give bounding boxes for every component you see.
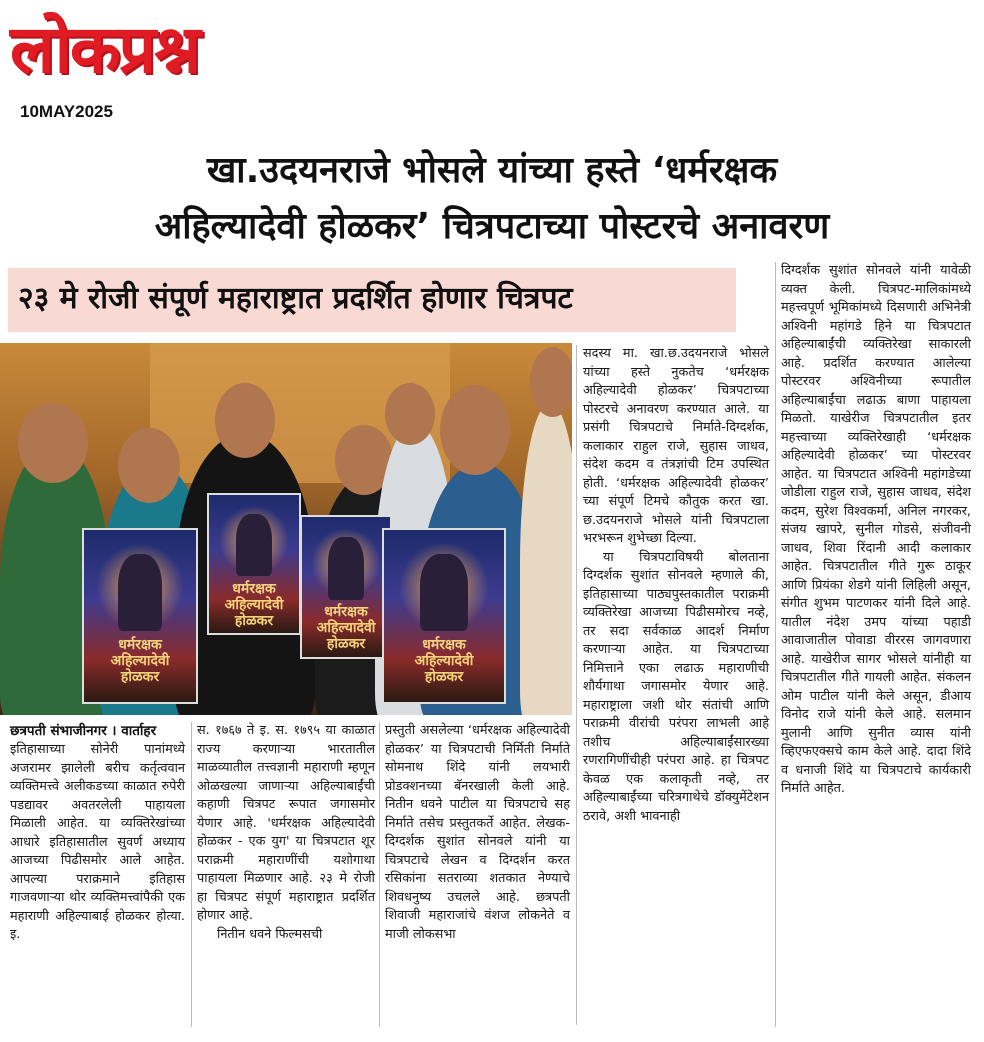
article-paragraph: या चित्रपटाविषयी बोलताना दिग्दर्शक सुशांत सोनवले म्हणाले की, इतिहासाच्या पाठ्यपुस्तकातील पराक्रमी व्यक्तिरेखा आजच्या पिढीसमोरच नव्हे, तर सदा सर्वकाळ आदर्श निर्माण करणाऱ्या आहेत. या चित्रपटाच्या निमित्ताने एका लढाऊ महाराणीची शौर्यगाथा जगासमोर येणार आहे. महाराष्ट्राला जशी थोर संतांची आणि पराक्रमी वीरांची परंपरा लाभली आहे तशीच अहिल्याबाईंसारख्या रणरागिणींचीही परंपरा आहे. हा चित्रपट केवळ एक कलाकृती नव्हे, तर अहिल्याबाईंच्या चरित्रगाथेचे डॉक्युमेंटेशन ठरावे, अशी भावनाही — [583, 549, 769, 824]
article-paragraph: इतिहासाच्या सोनेरी पानांमध्ये अजरामर झालेली बरीच कर्तृत्ववान व्यक्तिमत्त्वे अलीकडच्या काळात रुपेरी पडद्यावर अवतरलेली पाहायला मिळाली आहेत. या व्यक्तिरेखांच्या आधारे इतिहासातील सुवर्ण अध्याय आजच्या पिढीसमोर आले आहेत. आपल्या पराक्रमाने इतिहास गाजवणाऱ्या थोर व्यक्तिमत्त्वांपैकी एक महाराणी अहिल्याबाई होळकर होत्या. इ. — [10, 742, 185, 942]
column-rule — [191, 722, 192, 1027]
issue-date: 10MAY2025 — [20, 102, 113, 121]
headline-line-2: अहिल्यादेवी होळकर’ चित्रपटाच्या पोस्टरचे अनावरण — [154, 206, 830, 247]
masthead-logo — [10, 4, 288, 100]
article-column-5 — [781, 262, 971, 799]
article-column-2 — [197, 722, 375, 944]
poster-figure — [236, 514, 272, 576]
movie-poster-1 — [82, 528, 198, 704]
person-7-head — [530, 347, 572, 417]
poster-title: धर्मरक्षक अहिल्यादेवी होळकर — [316, 603, 376, 652]
article-paragraph: प्रस्तुती असलेल्या ‘धर्मरक्षक अहिल्यादेवी होळकर’ या चित्रपटाची निर्मिती निर्माते सोमनाथ शिंदे यांनी लयभारी प्रोडक्शनच्या बॅनरखाली केली आहे. नितीन धवने पाटील या चित्रपटाचे सह निर्माते तसेच प्रस्तुतकर्ते आहेत. लेखक-दिग्दर्शक सुशांत सोनवले यांनी या चित्रपटाचे लेखन व दिग्दर्शन करत रसिकांना सतराव्या शतकात नेण्याचे शिवधनुष्य उचलले आहे. छत्रपती शिवाजी महाराजांचे वंशज लोकनेते व माजी लोकसभा — [385, 723, 570, 942]
movie-poster-4 — [382, 528, 506, 704]
article-paragraph: दिग्दर्शक सुशांत सोनवले यांनी यावेळी व्यक्त केली. चित्रपट-मालिकांमध्ये महत्त्वपूर्ण भूमिकांमध्ये दिसणारी अभिनेत्री अश्विनी महांगडे हिने या चित्रपटात अहिल्याबाईंची व्यक्तिरेखा साकारली आहे. प्रदर्शित करण्यात आलेल्या पोस्टरवर अश्विनीच्या रूपातील अहिल्याबाईंचा लढाऊ बाणा पाहायला मिळतो. याखेरीज चित्रपटातील इतर महत्त्वाच्या व्यक्तिरेखाही ‘धर्मरक्षक अहिल्यादेवी होळकर’ च्या पोस्टरवर आहेत. या चित्रपटात अश्विनी महांगडेच्या जोडीला राहुल राजे, सुहास जाधव, संदेश कदम, सुरेश विश्वकर्मा, अनिल नगरकर, संजय खापरे, सुनील गोडसे, संजीवनी जाधव, शिवा रिंदानी आदी कलाकार आहेत. चित्रपटातील गीते गुरू ठाकूर आणि प्रियंका शेडगे यांनी लिहिली असून, संगीत शुभम पाटणकर यांनी दिले आहे. यातील नंदेश उमप यांच्या पहाडी आवाजातील पोवाडा वीररस जागवणारा आहे. याखेरीज सागर भोसले यांनीही या चित्रपटातील गीते गायली आहेत. संकलन ओम पाटील यांनी केले असून, डीआय विनोद राजे यांनी केले आहे. सलमान मुलानी आणि सुनीत व्यास यांनी व्हिएफएक्सचे काम केले आहे. दादा शिंदे व धनाजी शिंदे या चित्रपटाचे कार्यकारी निर्माते आहेत. — [781, 263, 971, 796]
article-column-3 — [385, 722, 570, 944]
person-5-head — [385, 383, 435, 445]
article-column-1 — [10, 722, 185, 945]
movie-poster-3 — [300, 515, 392, 659]
poster-title: धर्मरक्षक अहिल्यादेवी होळकर — [414, 636, 474, 685]
article-paragraph: सदस्य मा. खा.छ.उदयनराजे भोसले यांच्या हस्ते नुकतेच ‘धर्मरक्षक अहिल्यादेवी होळकर’ चित्रपटाच्या पोस्टरचे अनावरण करण्यात आले. या प्रसंगी चित्रपटाचे निर्माते-दिग्दर्शक, कलाकार राहुल राजे, सुहास जाधव, संदेश कदम व तंत्रज्ञांची टिम उपस्थित होती. ‘धर्मरक्षक अहिल्यादेवी होळकर’ च्या संपूर्ण टिमचे कौतुक करत खा. छ.उदयनराजे भोसले यांनी चित्रपटाला भरभरून शुभेच्छा दिल्या. — [583, 346, 769, 546]
article-paragraph: नितीन धवने फिल्मसची — [217, 926, 323, 942]
article-column-4 — [583, 345, 769, 826]
column-rule — [379, 722, 380, 1027]
poster-figure — [328, 537, 363, 600]
byline: छत्रपती संभाजीनगर । वार्ताहर — [10, 723, 157, 739]
poster-title: धर्मरक्षक अहिल्यादेवी होळकर — [224, 580, 284, 629]
poster-figure — [118, 554, 163, 631]
poster-title: धर्मरक्षक अहिल्यादेवी होळकर — [110, 636, 170, 685]
column-rule — [775, 262, 776, 1027]
masthead-title: लोकप्रश्न — [10, 10, 199, 88]
person-7 — [520, 403, 572, 715]
person-3-head — [215, 383, 275, 458]
event-photo — [0, 343, 572, 715]
poster-figure — [420, 554, 468, 631]
person-2-head — [118, 428, 180, 503]
movie-poster-2 — [207, 493, 301, 635]
column-rule — [576, 345, 577, 1025]
person-6-head — [440, 385, 510, 475]
person-1-head — [18, 403, 88, 483]
subheadline: २३ मे रोजी संपूर्ण महाराष्ट्रात प्रदर्शित होणार चित्रपट — [18, 281, 573, 316]
article-paragraph: स. १७६७ ते इ. स. १७९५ या काळात राज्य करणाऱ्या भारतातील माळव्यातील तत्त्वज्ञानी महाराणी म्हणून ओळखल्या जाणाऱ्या अहिल्याबाईंची कहाणी चित्रपट रूपात जगासमोर येणार आहे. 'धर्मरक्षक अहिल्यादेवी होळकर - एक युग' या चित्रपटात शूर पराक्रमी महाराणींची यशोगाथा पाहायला मिळणार आहे. २३ मे रोजी हा चित्रपट संपूर्ण महाराष्ट्रात प्रदर्शित होणार आहे. — [197, 723, 375, 923]
headline-line-1: खा.उदयनराजे भोसले यांच्या हस्ते ‘धर्मरक्षक — [206, 150, 778, 191]
